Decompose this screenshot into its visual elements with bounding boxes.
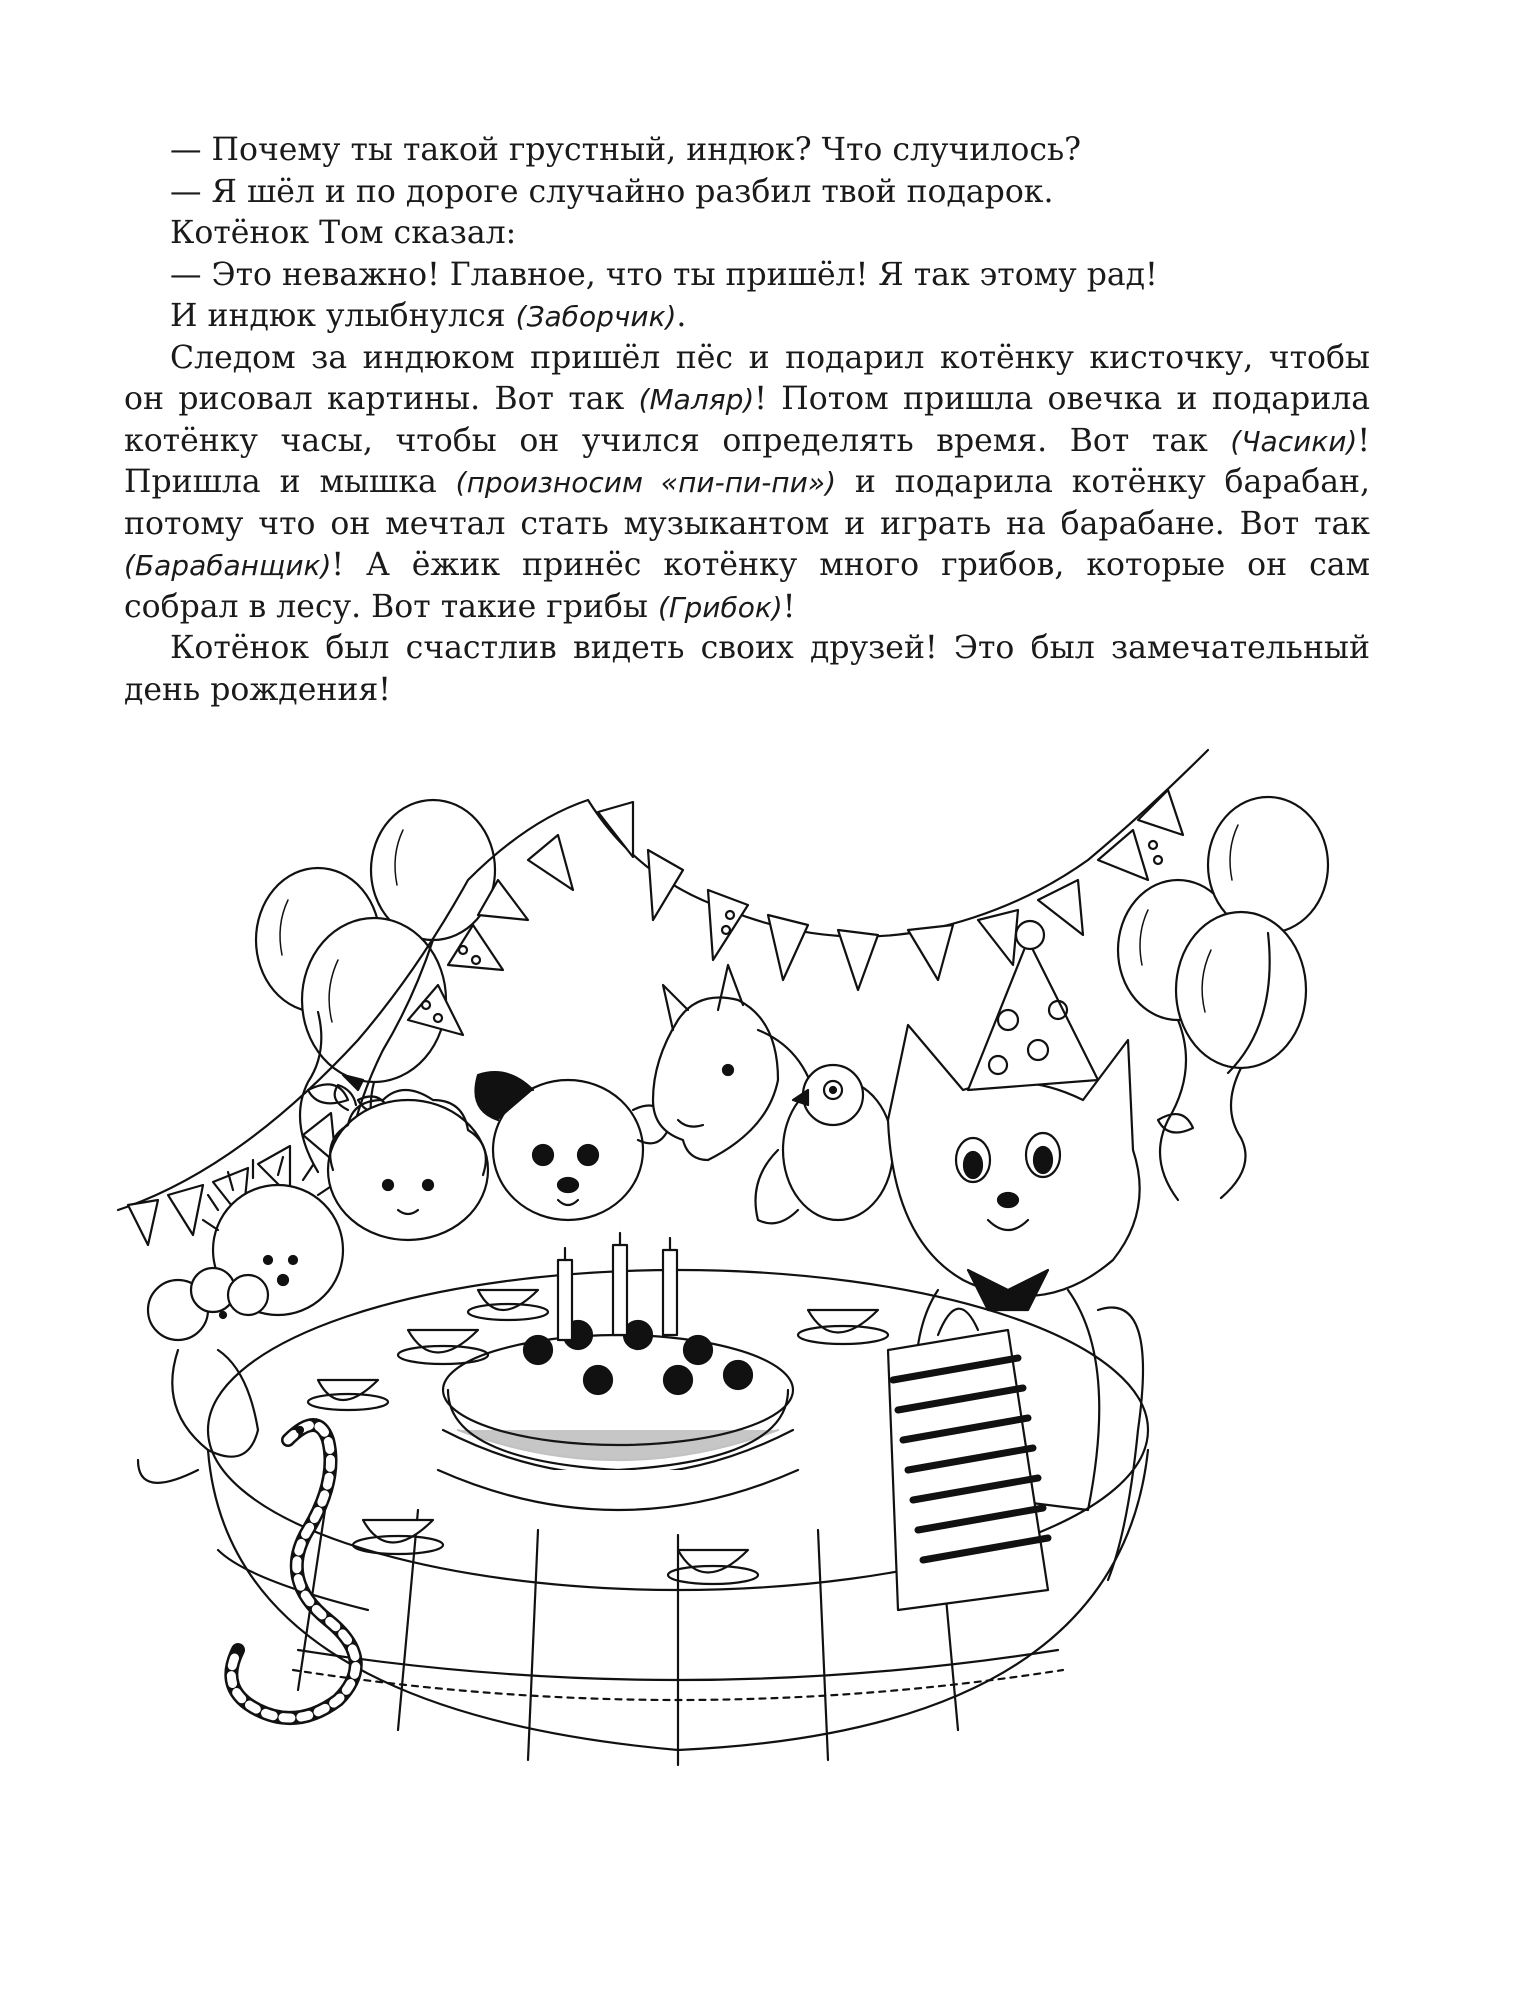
story-text-run: ! Пришла и мышка xyxy=(124,422,1370,500)
story-text-run: Следом за индюком пришёл пёс и подарил котёнку кисточку, чтобы он рисовал картины. Вот так xyxy=(124,339,1370,417)
story-text-run: . xyxy=(676,298,687,334)
story-text-run: и подарила котёнку барабан, потому что он мечтал стать музыкантом и играть на барабане. Вот так xyxy=(124,464,1370,542)
story-text-run: ! xyxy=(782,588,796,625)
gesture-cue: (Заборчик) xyxy=(515,300,677,333)
story-text-run: ! Потом пришла овечка и подарила котёнку часы, чтобы он учился определять время. Вот так xyxy=(124,381,1370,459)
story-paragraph: — Это неважно! Главное, что ты пришёл! Я так этому рад! xyxy=(170,256,1158,293)
story-paragraph xyxy=(124,296,1370,338)
gesture-cue: (Часики) xyxy=(1230,424,1358,458)
gesture-cue: (Грибок) xyxy=(657,590,783,624)
story-paragraph: — Почему ты такой грустный, индюк? Что случилось? xyxy=(170,132,1082,168)
story-paragraph xyxy=(124,338,1370,629)
story-paragraph: Котёнок был счастлив видеть своих друзей! Это был замечательный день рождения! xyxy=(124,630,1370,708)
gesture-cue: (Барабанщик) xyxy=(124,549,332,582)
story-text-run: ! А ёжик принёс котёнку много грибов, которые он сам собрал в лесу. Вот такие грибы xyxy=(124,547,1370,625)
story-paragraph: Котёнок Том сказал: xyxy=(170,215,517,251)
sheep-icon xyxy=(328,1075,488,1240)
gesture-cue: (произносим «пи-пи-пи») xyxy=(455,466,837,499)
story-text-run: И индюк улыбнулся xyxy=(170,298,516,334)
puppy-icon xyxy=(476,1072,669,1220)
party-illustration xyxy=(118,790,1398,1850)
story-paragraph: — Я шёл и по дороге случайно разбил твой подарок. xyxy=(170,173,1054,210)
gesture-cue: (Маляр) xyxy=(638,383,755,416)
balloons-right-icon xyxy=(1118,797,1328,1200)
story-text xyxy=(124,130,1370,711)
